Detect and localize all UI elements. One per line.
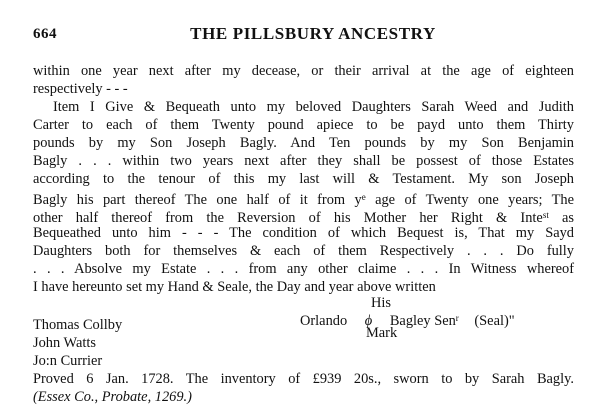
text-span: age of Twenty one years; The [365,192,574,208]
text-span: other half thereof from the Reversion of his Mother her Right & Inte [33,210,543,226]
text-line: respectively - - - [33,81,128,97]
running-title: THE PILLSBURY ANCESTRY [190,24,436,43]
superscript: st [542,210,549,220]
text-line: I have hereunto set my Hand & Seale, the Day and year above written [33,279,436,295]
signature-surname: Bagley Sen [389,313,456,329]
superscript: e [361,192,366,202]
text-line: within one year next after my decease, or their arrival at the age of eighteen [33,63,574,79]
text-line: pounds by my Son Joseph Bagly. And Ten pounds by my Son Benjamin [33,135,574,151]
probate-source: (Essex Co., Probate, 1269.) [33,389,192,405]
text-line: Bequeathed unto him - - - The condition of which Bequest is, That my Sayd [33,225,574,241]
text-line: Bagly . . . within two years next after they shall be possest of those Estates [33,153,574,169]
witness-name: Jo:n Currier [33,353,103,369]
mark-symbol: ϕ [364,313,373,329]
text-line: . . . Absolve my Estate . . . from any other claime . . . In Witness whereof [33,261,574,277]
signature-mark-label: Mark [366,325,398,341]
page-number: 664 [33,26,57,42]
probate-line: Proved 6 Jan. 1728. The inventory of £939 20s., sworn to by Sarah Bagly. [33,371,574,387]
text-line: according to the tenour of this my last will & Testament. My son Joseph [33,171,574,187]
witness-name: Thomas Collby [33,317,123,333]
text-line: Item I Give & Bequeath unto my beloved Daughters Sarah Weed and Judith [53,99,574,115]
text-line: Carter to each of them Twenty pound apiece to be payd unto them Thirty [33,117,574,133]
signature-first-name: Orlando [300,313,348,329]
witness-name: John Watts [33,335,96,351]
text-line: Daughters both for themselves & each of them Respectively . . . Do fully [33,243,574,259]
page-header [33,24,593,48]
seal-text: (Seal)" [474,313,515,329]
signature-his: His [371,295,391,311]
superscript: r [455,313,459,323]
text-span: Bagly his part thereof The one half of it from y [33,192,362,208]
text-span: as [548,210,574,226]
signature-name-line [300,309,515,330]
